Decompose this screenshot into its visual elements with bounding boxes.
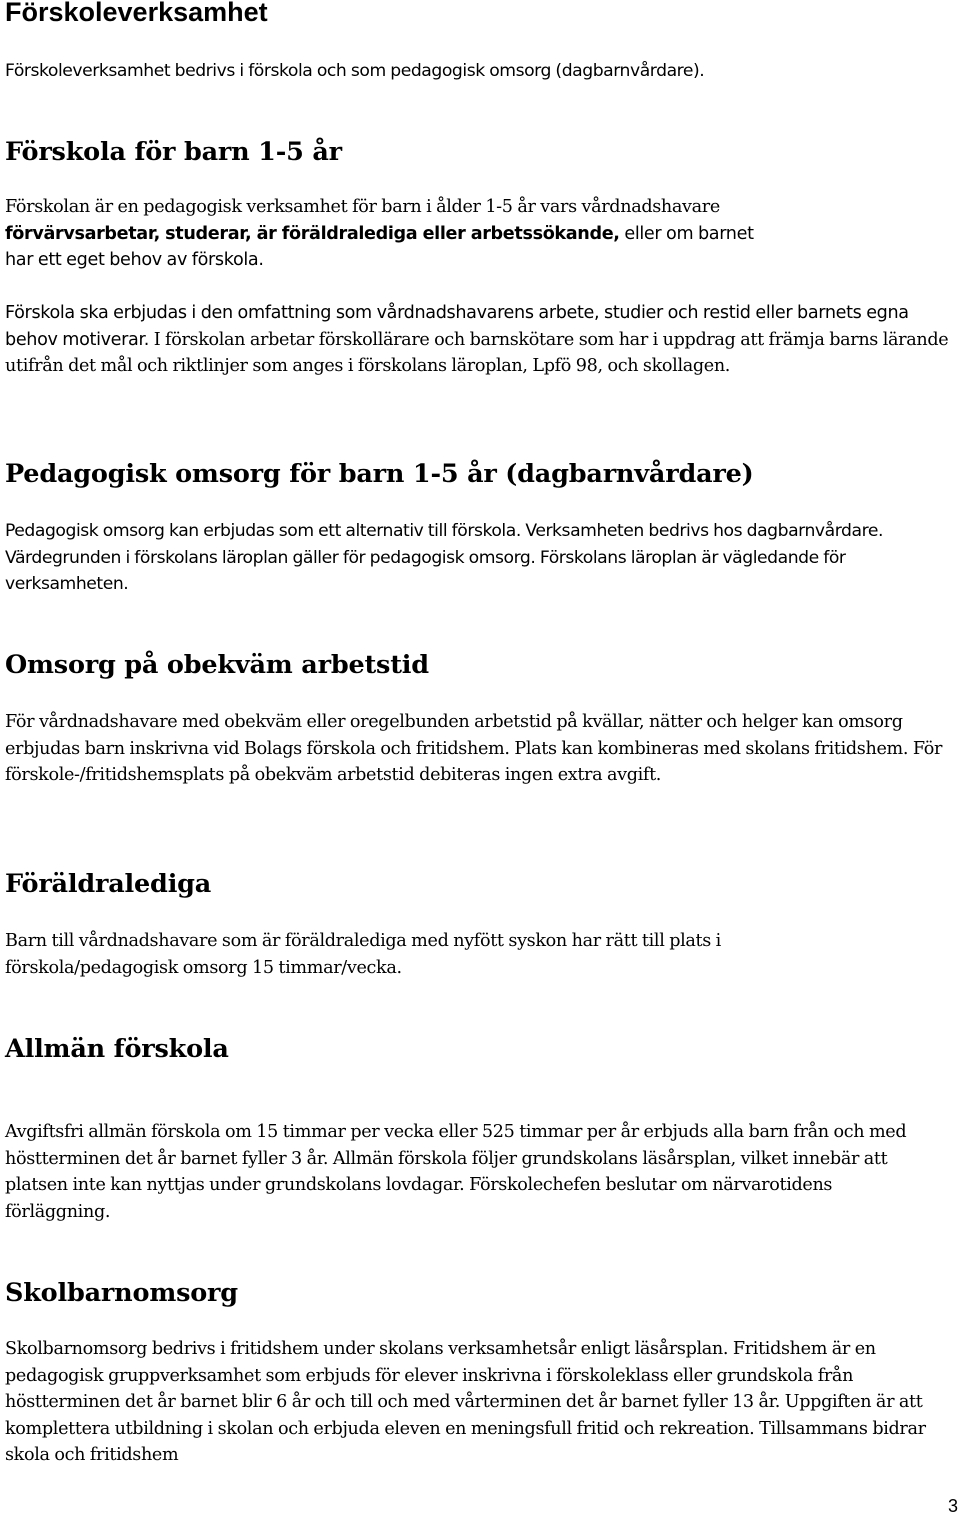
section-heading-allman-forskola: Allmän förskola [5,1034,229,1064]
forskola-p1-line2-end: eller om barnet [619,223,754,244]
section-heading-skolbarnomsorg: Skolbarnomsorg [5,1278,238,1308]
section-heading-pedagogisk-omsorg: Pedagogisk omsorg för barn 1-5 år (dagbarnvårdare) [5,459,754,489]
forskola-p2-sans: Förskola ska erbjudas i den omfattning som vårdnadshavarens arbete, studier och restid eller barnets egna behov motiverar. [5,303,909,350]
forskola-paragraph-2 [5,300,960,380]
intro-paragraph: Förskoleverksamhet bedrivs i förskola och som pedagogisk omsorg (dagbarnvårdare). [5,61,705,81]
forskola-p1-line3: har ett eget behov av förskola. [5,250,264,270]
section-heading-foraldralediga: Föräldralediga [5,869,212,899]
forskola-paragraph-1 [5,194,935,274]
forskola-p1-bold: förvärvsarbetar, studerar, är föräldralediga eller arbetssökande, [5,223,620,244]
page-number: 3 [947,1496,958,1516]
document-title: Förskoleverksamhet [5,0,268,27]
obekvam-arbetstid-paragraph: För vårdnadshavare med obekväm eller oregelbunden arbetstid på kvällar, nätter och helger kan omsorg erbjudas barn inskrivna vid Bolags förskola och fritidshem. Plats kan kombineras med skolans fritidshem. För förskole-/fritidshemsplats på obekväm arbetstid debiteras ingen extra avgift. [5,712,943,785]
section-heading-forskola: Förskola för barn 1-5 år [5,137,342,167]
skolbarnomsorg-paragraph: Skolbarnomsorg bedrivs i fritidshem under skolans verksamhetsår enligt läsårsplan. Fritidshem är en pedagogisk gruppverksamhet som erbjuds för elever inskrivna i förskoleklass eller grundskola från höstterminen det år barnet blir 6 år och till och med vårterminen det år barnet fyller 13 år. Uppgiften är att komplettera utbildning i skolan och erbjuda eleven en meningsfull fritid och rekreation. Tillsammans bidrar skola och fritidshem [5,1339,926,1465]
forskola-p2-serif: I förskolan arbetar förskollärare och barnskötare som har i uppdrag att främja barns lärande utifrån det mål och riktlinjer som anges i förskolans läroplan, Lpfö 98, och skollagen. [5,329,949,376]
foraldralediga-paragraph: Barn till vårdnadshavare som är föräldralediga med nyfött syskon har rätt till plats i förskola/pedagogisk omsorg 15 timmar/vecka. [5,931,721,978]
section-heading-obekvam-arbetstid: Omsorg på obekväm arbetstid [5,650,429,680]
forskola-p1-line1: Förskolan är en pedagogisk verksamhet för barn i ålder 1-5 år vars vårdnadshavare [5,197,720,217]
pedagogisk-omsorg-paragraph: Pedagogisk omsorg kan erbjudas som ett alternativ till förskola. Verksamheten bedrivs hos dagbarnvårdare. Värdegrunden i förskolans läroplan gäller för pedagogisk omsorg. Förskolans läroplan är vägledande för verksamheten. [5,521,883,594]
allman-forskola-paragraph: Avgiftsfri allmän förskola om 15 timmar per vecka eller 525 timmar per år erbjuds alla barn från och med höstterminen det år barnet fyller 3 år. Allmän förskola följer grundskolans läsårsplan, vilket innebär att platsen inte kan nyttjas under grundskolans lovdagar. Förskolechefen beslutar om närvarotidens förläggning. [5,1122,907,1222]
